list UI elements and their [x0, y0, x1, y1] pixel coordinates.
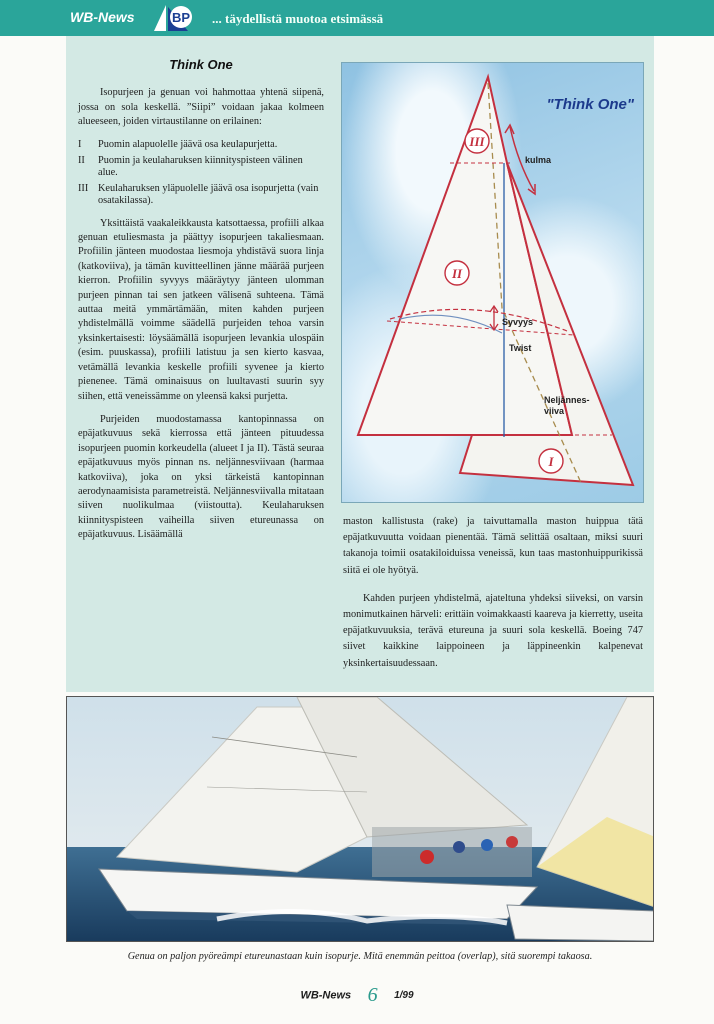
area-number: III — [78, 182, 89, 194]
list-item — [78, 139, 324, 151]
photo-caption: Genua on paljon pyöreämpi etureunastaan kuin isopurje. Mitä enemmän peittoa (overlap), sitä suorempi takaosa. — [127, 951, 593, 962]
header-bar — [0, 0, 714, 36]
sail-diagram — [341, 62, 644, 503]
article-paragraph-3: Purjeiden muodostamassa kantopinnassa on epäjatkuvuus sekä kierrossa että jänteen pituudessa isopurjeen puomin korkeudella (alueet I ja II). Tästä seuraa epäjatkuvuus myös pinnan ns. neljännesviivaan (harmaa katkoviiva), joka on yksi tärkeistä kantopinnan aerodynaamisista parametreistä. Neljännesviivalla mitataan siiven nuolikulmaa (viistoutta). Keulaharuksen kiinnityspisteen vaiheilla siiven etureunassa on epäjatkuvuus. Lisäämällä — [78, 413, 324, 541]
list-item — [78, 155, 324, 179]
header-brand: WB-News — [70, 9, 135, 25]
label-kulma: kulma — [525, 155, 552, 165]
diagram-title: "Think One" — [546, 96, 634, 113]
page-footer — [0, 984, 714, 1007]
label-twist: Twist — [509, 343, 532, 353]
list-item — [78, 183, 324, 207]
zone-label-i: I — [548, 454, 554, 469]
footer-brand: WB-News — [300, 989, 352, 1002]
article-paragraph-4: maston kallistusta (rake) ja taivuttamalla maston huippua tätä epäjatkuvuutta voidaan pienentää. Tämä selittää osaltaan, miksi suuri takanoja toimii osatakiloiduissa veneissä, kun taas mastonhuippurikissä siitä ei ole hyötyä. — [343, 516, 643, 576]
sailboat-logo-icon — [148, 3, 194, 33]
sailing-photo-illustration — [67, 697, 654, 942]
area-number: I — [78, 138, 82, 150]
zone-label-ii: II — [451, 266, 463, 281]
article-intro: Isopurjeen ja genuan voi hahmottaa yhtenä siipenä, jossa on sola keskellä. ”Siipi” voidaan jakaa kolmeen alueeseen, joiden virtaustilanne on erilainen: — [78, 87, 324, 128]
label-quarter-line-1: Neljännes- — [544, 395, 590, 405]
article-paragraph-5: Kahden purjeen yhdistelmä, ajateltuna yhdeksi siiveksi, on varsin monimutkainen härveli: erittäin voimakkaasti kaareva ja kierretty, useita epäjatkuvuuksia, terävä etureuna ja suuri sola keskellä. Boeing 747 siivet kaikkine laippoineen ja läppineenkin kalpenevat yksinkertaisuudessaan. — [343, 592, 643, 669]
article-column-right — [343, 514, 643, 684]
page-number: 6 — [367, 984, 378, 1006]
label-syvyys: Syvyys — [502, 317, 534, 327]
article-column-left — [78, 56, 324, 552]
sailing-photo — [66, 696, 654, 942]
article-paragraph-2: Yksittäistä vaakaleikkausta katsottaessa, profiili alkaa genuan etuliesmasta ja päättyy isopurjeen takaliesmaan. Profiilin jänteen muodostaa liesmoja yhdistävä suora linja (katkoviiva), ja tämän kuvitteellinen jänne määrää purjeen kierron. Profiilin syvyys määräytyy jänteen ulomman purjeen pinnan tai sen jatkeen välisenä suhteena. Tämä auttaa meitä ymmärtämään, miten kahden purjeen yhdistelmällä voimme säädellä purjeiden tehoa varsin yksinkertaisesti: löysäämällä isopurjeen levankia ulospäin (esim. puuskassa), profiili latistuu ja sen kierto kasvaa, vetämällä levankia keskelle profiili syvenee ja kierto pienenee. Tämä ominaisuus on luultavasti suurin syy siihen, että veneissämme on yleensä kaksi purjetta. — [78, 217, 324, 402]
logo-letters: BP — [171, 10, 191, 25]
angle-arrow-head-top — [505, 125, 514, 134]
area-text: Keulaharuksen yläpuolelle jäävä osa isopurjetta (vain osatakilassa). — [98, 182, 319, 206]
sail-diagram-svg — [342, 63, 644, 503]
area-list — [78, 139, 324, 207]
area-number: II — [78, 154, 85, 166]
label-quarter-line-2: viiva — [544, 406, 565, 416]
issue-number: 1/99 — [394, 990, 414, 1001]
header-tagline: ... täydellistä muotoa etsimässä — [212, 11, 384, 26]
article-title: Think One — [169, 57, 233, 72]
area-text: Puomin ja keulaharuksen kiinnityspisteen välinen alue. — [98, 154, 303, 178]
area-text: Puomin alapuolelle jäävä osa keulapurjetta. — [98, 138, 278, 150]
zone-label-iii: III — [469, 134, 485, 149]
